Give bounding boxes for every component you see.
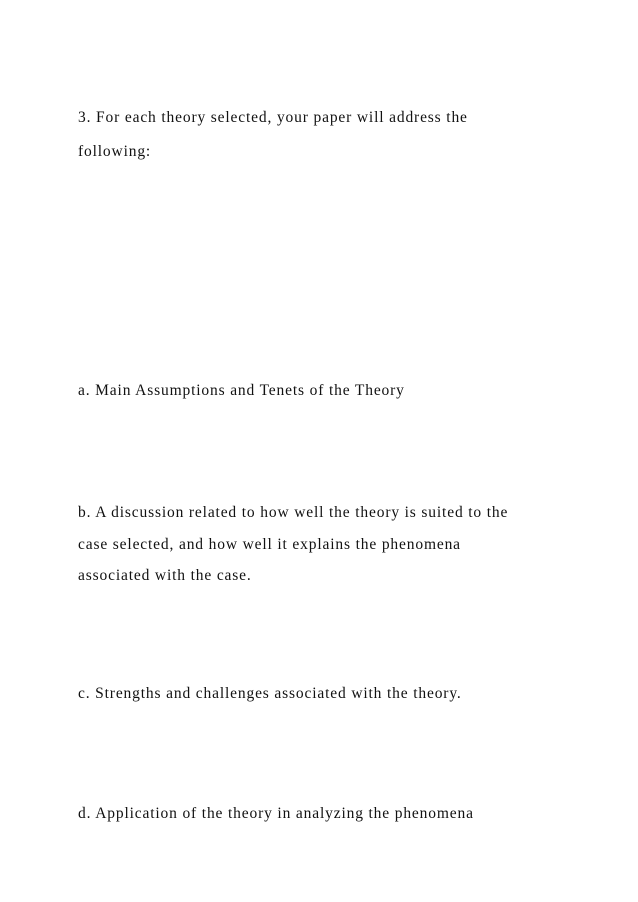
item-b-text-line-3: associated with the case. (78, 567, 252, 584)
item-a-text: a. Main Assumptions and Tenets of the Theory (78, 382, 405, 399)
item-3-text-line-2: following: (78, 143, 152, 160)
item-c-text: c. Strengths and challenges associated with the theory. (78, 685, 462, 702)
item-b-text-line-1: b. A discussion related to how well the theory is suited to the (78, 504, 509, 521)
item-b-text-line-2: case selected, and how well it explains the phenomena (78, 536, 461, 553)
item-3-text-line-1: 3. For each theory selected, your paper will address the (78, 109, 468, 126)
item-d-text: d. Application of the theory in analyzing the phenomena (78, 805, 474, 822)
